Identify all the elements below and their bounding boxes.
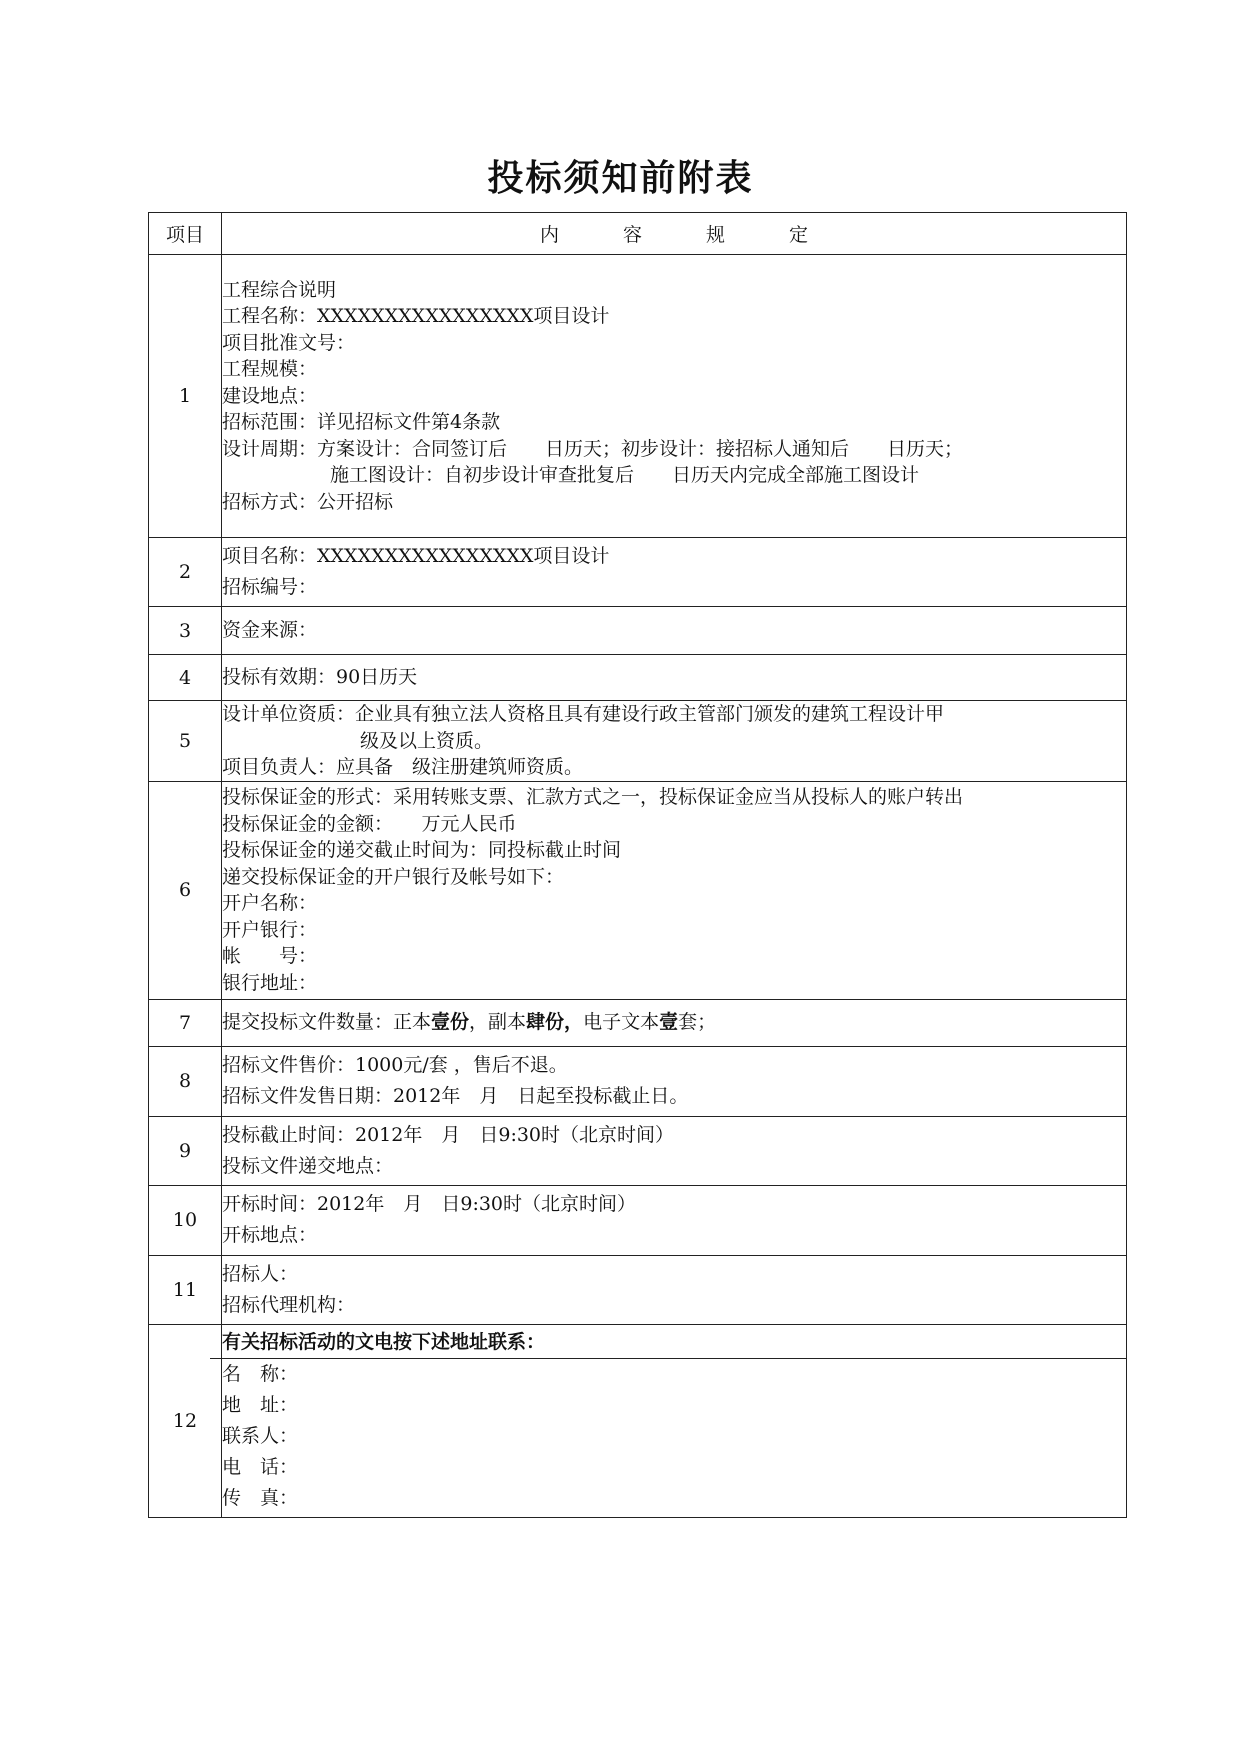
table-header-row	[149, 213, 1127, 255]
row-number: 3	[149, 607, 222, 655]
row-line: 地 址：	[222, 1394, 299, 1416]
row-line: 投标保证金的递交截止时间为：同投标截止时间	[222, 839, 622, 861]
row-content	[222, 607, 1127, 655]
page-title: 投标须知前附表	[487, 158, 754, 199]
table-row	[149, 1116, 1127, 1185]
row-line: 项目批准文号：	[222, 331, 356, 354]
row-number: 10	[149, 1185, 222, 1255]
row-line: 建设地点：	[222, 384, 318, 407]
table-row	[149, 781, 1127, 999]
row-line: 工程综合说明	[222, 278, 337, 301]
row-line: 投标保证金的形式：采用转账支票、汇款方式之一，投标保证金应当从投标人的账户转出	[222, 786, 964, 808]
row-line: 级及以上资质。	[360, 729, 494, 752]
row-line: 招标代理机构：	[222, 1293, 356, 1316]
row-text-bold: 肆份，	[526, 1011, 584, 1033]
row-number: 9	[149, 1116, 222, 1185]
row-line: 开标地点：	[222, 1224, 318, 1246]
row-line: 投标有效期：90日历天	[222, 666, 418, 688]
row-line: 开标时间：2012年 月 日9:30时（北京时间）	[222, 1193, 637, 1215]
table-row	[149, 1324, 1127, 1517]
row-text: 电子文本	[583, 1011, 660, 1033]
row-line: 施工图设计：自初步设计审查批复后 日历天内完成全部施工图设计	[330, 464, 920, 487]
table-row	[149, 1255, 1127, 1324]
header-char: 容	[622, 224, 642, 246]
header-char: 内	[539, 224, 559, 246]
row-line: 招标人：	[222, 1262, 299, 1285]
table-row	[149, 655, 1127, 701]
row-line: 工程规模：	[222, 358, 318, 381]
row-content	[222, 781, 1127, 999]
row-number: 8	[149, 1046, 222, 1116]
row-text: 套；	[678, 1011, 717, 1033]
row-line: 银行地址：	[222, 971, 318, 994]
table-row	[149, 1185, 1127, 1255]
row-line: 电 话：	[222, 1456, 299, 1478]
row-line: 资金来源：	[222, 619, 318, 641]
row-content	[222, 538, 1127, 607]
row-line: 投标保证金的金额： 万元人民币	[222, 812, 517, 835]
row-line: 工程名称：XXXXXXXXXXXXXXXX项目设计	[222, 305, 610, 328]
row-line: 项目名称：XXXXXXXXXXXXXXXX项目设计	[222, 545, 610, 567]
table-row	[149, 538, 1127, 607]
row-number: 11	[149, 1255, 222, 1324]
row-text-bold: 壹	[659, 1011, 679, 1033]
row-line: 设计单位资质：企业具有独立法人资格且具有建设行政主管部门颁发的建筑工程设计甲	[222, 703, 945, 725]
contact-heading: 有关招标活动的文电按下述地址联系：	[222, 1331, 546, 1353]
row-line: 开户银行：	[222, 918, 318, 941]
row-content	[222, 1255, 1127, 1324]
row-content	[222, 1116, 1127, 1185]
row-line: 帐 号：	[222, 945, 318, 967]
row-content	[222, 1185, 1127, 1255]
header-item: 项目	[149, 213, 222, 255]
row-line: 招标范围：详见招标文件第4条款	[222, 411, 501, 434]
row-line: 招标文件售价：1000元/套 ，售后不退。	[222, 1054, 568, 1076]
row-line: 名 称：	[222, 1363, 299, 1385]
row-number: 12	[149, 1324, 222, 1517]
row-number: 4	[149, 655, 222, 701]
row-text-bold: 壹份	[431, 1011, 470, 1033]
row-number: 6	[149, 781, 222, 999]
table-row	[149, 999, 1127, 1046]
table-row	[149, 607, 1127, 655]
row-number: 5	[149, 701, 222, 782]
row-line: 联系人：	[222, 1425, 299, 1447]
row-line: 招标文件发售日期：2012年 月 日起至投标截止日。	[222, 1085, 689, 1107]
header-char: 定	[789, 224, 809, 246]
row-line: 传 真：	[222, 1487, 299, 1509]
row-content	[222, 701, 1127, 782]
row-number: 7	[149, 999, 222, 1046]
row-line: 设计周期：方案设计：合同签订后 日历天；初步设计：接招标人通知后 日历天；	[222, 437, 964, 460]
row-text: ，副本	[469, 1011, 527, 1033]
row-line: 招标编号：	[222, 576, 318, 598]
row-number: 2	[149, 538, 222, 607]
row-line: 招标方式：公开招标	[222, 490, 394, 513]
table-row	[149, 255, 1127, 538]
bid-instructions-table	[148, 212, 1127, 1518]
header-char: 规	[706, 224, 726, 246]
row-line: 项目负责人：应具备 级注册建筑师资质。	[222, 756, 584, 778]
row-content	[222, 1046, 1127, 1116]
row-number: 1	[149, 255, 222, 538]
row-text: 提交投标文件数量：正本	[222, 1011, 432, 1033]
table-row	[149, 701, 1127, 782]
row-content	[222, 655, 1127, 701]
table-row	[149, 1046, 1127, 1116]
row-content	[222, 255, 1127, 538]
row-line: 投标截止时间：2012年 月 日9:30时（北京时间）	[222, 1123, 675, 1146]
row-content	[222, 999, 1127, 1046]
header-content	[222, 213, 1127, 255]
row-content	[222, 1324, 1127, 1517]
row-line: 开户名称：	[222, 892, 318, 914]
row-line: 递交投标保证金的开户银行及帐号如下：	[222, 865, 565, 888]
row-line: 投标文件递交地点：	[222, 1154, 394, 1177]
